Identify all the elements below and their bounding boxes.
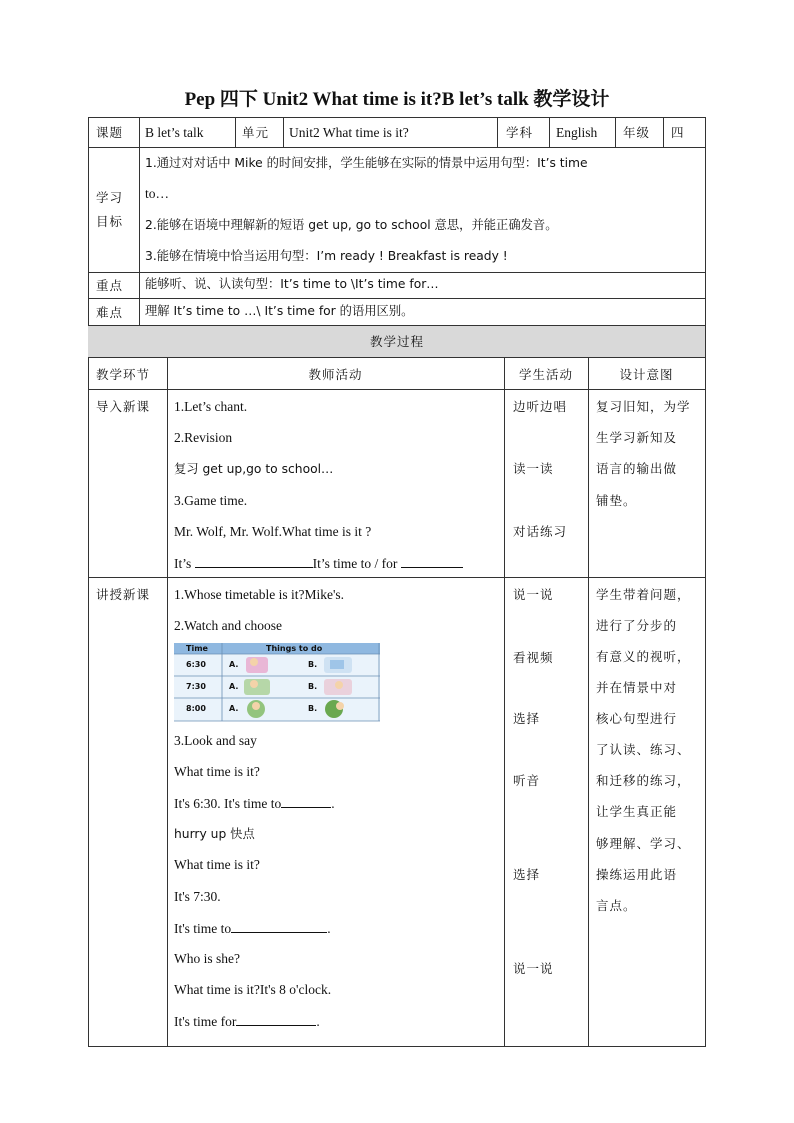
s1-intent: 语言的输出做 <box>596 461 678 476</box>
topic-label: 课题 <box>96 125 124 140</box>
s2-teacher-text: It's time to <box>174 921 232 936</box>
s1-teacher-line: 3.Game time. <box>174 493 248 508</box>
s1-teacher-its: It’s <box>174 556 192 571</box>
s2-intent: 够理解、学习、 <box>596 836 691 851</box>
s2-student: 说一说 <box>513 587 554 602</box>
s2-intent: 学生带着问题， <box>596 587 691 602</box>
s2-intent: 进行了分步的 <box>596 618 678 633</box>
s2-teacher-text: It's 6:30. It's time to <box>174 796 282 811</box>
s2-teacher-line: Who is she? <box>174 951 240 966</box>
option-a: A. <box>229 682 239 691</box>
s2-intent: 和迁移的练习， <box>596 773 691 788</box>
page-title: Pep 四下 Unit2 What time is it?B let’s talk 教学设计 <box>184 89 610 110</box>
s1-teacher-line: Mr. Wolf, Mr. Wolf.What time is it ? <box>174 524 372 539</box>
s1-fill-line <box>174 555 463 572</box>
difficulty-value: 理解 It’s time to …\ It’s time for 的语用区别。 <box>145 304 414 318</box>
s2-teacher-line: 2.Watch and choose <box>174 618 282 633</box>
s2-teacher-line: What time is it? <box>174 857 260 872</box>
s1-intent: 生学习新知及 <box>596 430 678 445</box>
s2-student: 选择 <box>513 867 541 882</box>
key-point-value: 能够听、说、认读句型：It’s time to \It’s time for… <box>145 277 439 291</box>
s1-student: 对话练习 <box>513 524 568 539</box>
s2-teacher-line: 3.Look and say <box>174 733 257 748</box>
col-student: 学生活动 <box>518 367 573 382</box>
unit-value: Unit2 What time is it? <box>289 125 409 140</box>
option-b: B. <box>308 660 318 669</box>
option-a: A. <box>229 704 239 713</box>
s2-teacher-line: What time is it? <box>174 764 260 779</box>
s2-student: 听音 <box>513 773 541 788</box>
s1-student: 读一读 <box>513 461 554 476</box>
s2-teacher-line: hurry up 快点 <box>174 827 255 841</box>
s2-teacher-text: It's time for <box>174 1014 237 1029</box>
timetable-time: 7:30 <box>186 682 206 691</box>
s1-student: 边听边唱 <box>513 399 568 414</box>
s2-intent: 操练运用此语 <box>596 867 678 882</box>
difficulty-label: 难点 <box>96 305 124 320</box>
goals-label-1: 学习 <box>96 190 124 205</box>
s2-teacher-line: What time is it?It's 8 o'clock. <box>174 982 332 997</box>
goal-line-3: 3.能够在情境中恰当运用句型：I’m ready ! Breakfast is ready ! <box>145 249 508 263</box>
s2-student: 看视频 <box>513 650 554 665</box>
option-b: B. <box>308 682 318 691</box>
s1-teacher-line: 2.Revision <box>174 430 233 445</box>
topic-value: B let’s talk <box>145 125 204 140</box>
s2-intent: 核心句型进行 <box>596 711 678 726</box>
s2-intent: 并在情景中对 <box>596 680 678 695</box>
s1-teacher-line: 1.Let’s chant. <box>174 399 248 414</box>
s2-teacher-line: 1.Whose timetable is it?Mike's. <box>174 587 345 602</box>
s1-intent: 复习旧知，为学 <box>596 399 691 414</box>
goals-label-2: 目标 <box>96 214 124 229</box>
s2-fill-line: It's 6:30. It's time to . <box>174 796 335 811</box>
s2-intent: 让学生真正能 <box>596 804 678 819</box>
process-header: 教学过程 <box>369 334 424 349</box>
s2-fill-line: It's time for . <box>174 1014 320 1029</box>
timetable-image <box>174 643 380 722</box>
s2-intent: 了认读、练习、 <box>596 742 691 757</box>
answer-blank <box>401 555 463 568</box>
col-stage: 教学环节 <box>96 367 151 382</box>
timetable-things-header: Things to do <box>266 644 323 653</box>
section2-stage: 讲授新课 <box>96 587 151 602</box>
col-teacher: 教师活动 <box>308 367 363 382</box>
timetable-time: 6:30 <box>186 660 206 669</box>
s2-student: 说一说 <box>513 961 554 976</box>
subject-label: 学科 <box>506 125 534 140</box>
answer-blank <box>195 555 313 568</box>
s2-intent: 有意义的视听， <box>596 649 691 664</box>
goal-line-1: 1.通过对对话中 Mike 的时间安排，学生能够在实际的情景中运用句型：It’s time <box>145 156 588 170</box>
s2-fill-line: It's time to . <box>174 921 331 936</box>
timetable-time-header: Time <box>186 644 208 653</box>
key-point-label: 重点 <box>96 278 124 293</box>
s2-intent: 言点。 <box>596 898 637 913</box>
s2-teacher-line: It's 7:30. <box>174 889 221 904</box>
s1-teacher-time-to-for: It’s time to / for <box>312 556 398 571</box>
col-intent: 设计意图 <box>619 367 674 382</box>
answer-blank <box>281 795 331 808</box>
s1-teacher-line: 复习 get up,go to school… <box>174 462 334 476</box>
timetable-time: 8:00 <box>186 704 206 713</box>
goal-line-2: 2.能够在语境中理解新的短语 get up, go to school 意思，并能正确发音。 <box>145 218 558 232</box>
s2-student: 选择 <box>513 711 541 726</box>
option-b: B. <box>308 704 318 713</box>
subject-value: English <box>556 125 598 140</box>
grade-label: 年级 <box>623 125 651 140</box>
s1-intent: 铺垫。 <box>596 493 637 508</box>
section1-stage: 导入新课 <box>96 399 151 414</box>
unit-label: 单元 <box>242 125 270 140</box>
grade-value: 四 <box>671 125 685 140</box>
answer-blank <box>236 1013 316 1026</box>
option-a: A. <box>229 660 239 669</box>
goal-line-1b: to… <box>145 186 170 201</box>
answer-blank <box>231 920 327 933</box>
